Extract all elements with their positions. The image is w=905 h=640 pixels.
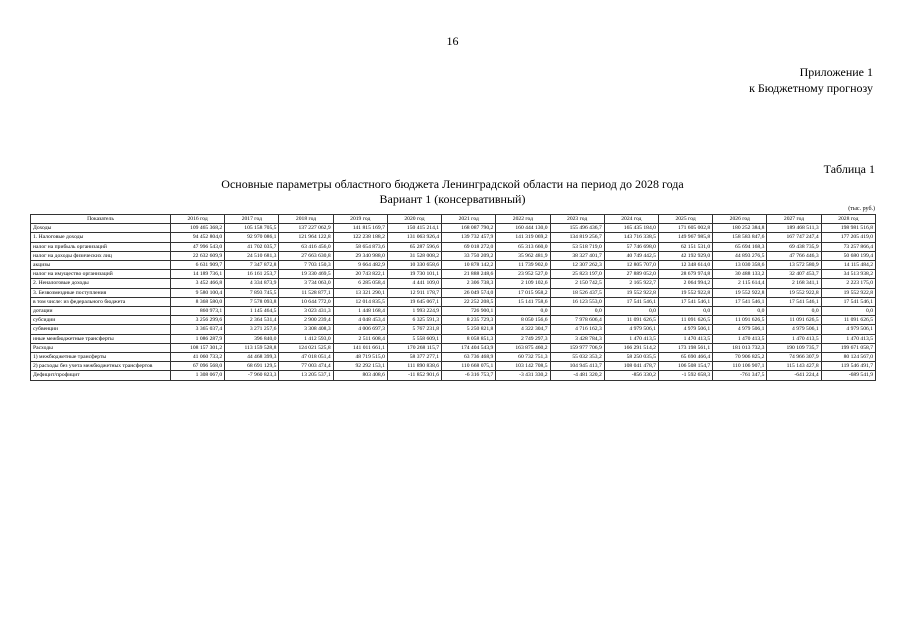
column-header-year: 2021 год: [442, 215, 496, 224]
table-cell: 1 308 067,0: [171, 371, 225, 380]
table-cell: 13 572 580,9: [767, 261, 821, 270]
table-row: [31, 307, 876, 316]
table-cell: -761 347,5: [713, 371, 767, 380]
table-cell: 2 168 341,1: [767, 279, 821, 288]
row-label: налог на прибыль организаций: [31, 242, 171, 251]
column-header-year: 2022 год: [496, 215, 550, 224]
table-cell: 4 048 453,4: [333, 316, 387, 325]
table-cell: 110 668 075,1: [442, 362, 496, 371]
table-cell: 163 875 460,2: [496, 343, 550, 352]
table-cell: 106 508 154,7: [658, 362, 712, 371]
table-cell: 3 256 299,6: [171, 316, 225, 325]
table-cell: 131 063 926,4: [387, 233, 441, 242]
table-cell: 27 889 052,0: [604, 270, 658, 279]
table-cell: 20 743 822,1: [333, 270, 387, 279]
table-cell: 13 205 537,1: [279, 371, 333, 380]
table-cell: 65 690 466,4: [658, 353, 712, 362]
table-cell: 6 325 591,3: [387, 316, 441, 325]
table-cell: 181 013 732,3: [713, 343, 767, 352]
table-cell: 10 878 142,2: [442, 261, 496, 270]
table-cell: 40 749 442,5: [604, 251, 658, 260]
table-cell: 0,0: [550, 307, 604, 316]
table-cell: 1 470 413,5: [713, 334, 767, 343]
table-cell: 58 250 035,5: [604, 353, 658, 362]
table-cell: 141 011 661,1: [333, 343, 387, 352]
table-row: [31, 343, 876, 352]
table-cell: 19 552 922,8: [604, 288, 658, 297]
table-cell: 73 257 866,4: [821, 242, 875, 251]
table-row: [31, 242, 876, 251]
table-cell: 170 268 115,7: [387, 343, 441, 352]
table-cell: 44 893 276,5: [713, 251, 767, 260]
table-number: Таблица 1: [823, 162, 875, 176]
table-cell: 139 732 457,9: [442, 233, 496, 242]
row-label: 2) расходы без учета межбюджетных трансфертов: [31, 362, 171, 371]
table-cell: 6 631 909,7: [171, 261, 225, 270]
table-cell: 92 970 086,1: [225, 233, 279, 242]
table-cell: 77 003 474,4: [279, 362, 333, 371]
table-cell: 63 416 456,0: [279, 242, 333, 251]
table-cell: 2 150 742,5: [550, 279, 604, 288]
table-cell: 199 671 058,7: [821, 343, 875, 352]
table-row: [31, 288, 876, 297]
table-cell: 58 654 873,6: [333, 242, 387, 251]
table-cell: 17 541 546,1: [767, 297, 821, 306]
table-cell: 141 815 169,7: [333, 224, 387, 233]
table-cell: 109 465 368,2: [171, 224, 225, 233]
table-cell: 4 441 109,0: [387, 279, 441, 288]
table-cell: 190 109 735,7: [767, 343, 821, 352]
table-cell: 2 115 614,4: [713, 279, 767, 288]
row-label: иные межбюджетные трансферты: [31, 334, 171, 343]
table-cell: 19 330 469,5: [279, 270, 333, 279]
table-cell: 11 091 626,5: [604, 316, 658, 325]
table-cell: 3 023 431,3: [279, 307, 333, 316]
table-cell: 4 979 506,1: [713, 325, 767, 334]
table-cell: 860 973,1: [171, 307, 225, 316]
appendix-line-1: Приложение 1: [799, 65, 873, 79]
table-cell: 113 159 528,8: [225, 343, 279, 352]
column-header-year: 2017 год: [225, 215, 279, 224]
table-cell: 12 307 262,3: [550, 261, 604, 270]
table-cell: 165 435 184,0: [604, 224, 658, 233]
table-cell: 108 041 478,7: [604, 362, 658, 371]
table-cell: 69 438 735,9: [767, 242, 821, 251]
table-cell: 1 470 413,5: [658, 334, 712, 343]
table-cell: 4 334 873,9: [225, 279, 279, 288]
row-label: 2. Неналоговые доходы: [31, 279, 171, 288]
table-cell: -641 224,4: [767, 371, 821, 380]
table-cell: 159 977 706,9: [550, 343, 604, 352]
table-cell: 12 348 614,0: [658, 261, 712, 270]
table-cell: 1 993 224,9: [387, 307, 441, 316]
table-cell: 65 287 596,6: [387, 242, 441, 251]
table-cell: 2 306 738,3: [442, 279, 496, 288]
table-cell: 4 322 304,7: [496, 325, 550, 334]
table-cell: 65 313 660,0: [496, 242, 550, 251]
table-cell: 12 911 178,7: [387, 288, 441, 297]
table-cell: 3 271 257,6: [225, 325, 279, 334]
table-cell: 4 979 506,1: [767, 325, 821, 334]
header-row: [31, 215, 876, 224]
table-cell: 42 192 929,0: [658, 251, 712, 260]
table-cell: 17 541 546,1: [821, 297, 875, 306]
table-cell: 0,0: [713, 307, 767, 316]
table-cell: 92 292 153,1: [333, 362, 387, 371]
table-cell: 2 064 994,2: [658, 279, 712, 288]
table-row: [31, 233, 876, 242]
table-cell: 28 679 974,8: [658, 270, 712, 279]
table-cell: 137 227 062,9: [279, 224, 333, 233]
row-label: субвенции: [31, 325, 171, 334]
table-cell: 149 967 985,8: [658, 233, 712, 242]
table-cell: 14 189 736,1: [171, 270, 225, 279]
table-cell: 10 644 772,0: [279, 297, 333, 306]
table-cell: 3 734 063,0: [279, 279, 333, 288]
title-line-1: Основные параметры областного бюджета Ленинградской области на период до 2028 года: [221, 177, 684, 191]
table-row: [31, 297, 876, 306]
table-cell: 19 645 067,1: [387, 297, 441, 306]
table-cell: 22 252 208,5: [442, 297, 496, 306]
table-cell: -7 960 823,3: [225, 371, 279, 380]
table-cell: 41 060 733,2: [171, 353, 225, 362]
table-cell: 13 030 358,6: [713, 261, 767, 270]
table-cell: 3 428 784,3: [550, 334, 604, 343]
table-cell: 0,0: [604, 307, 658, 316]
table-cell: 13 321 290,1: [333, 288, 387, 297]
row-label: Расходы: [31, 343, 171, 352]
table-cell: 167 747 247,4: [767, 233, 821, 242]
table-cell: 143 716 338,5: [604, 233, 658, 242]
table-cell: 2 900 239,4: [279, 316, 333, 325]
row-label: налог на имущество организаций: [31, 270, 171, 279]
table-cell: 29 340 988,0: [333, 251, 387, 260]
table-cell: 7 893 745,5: [225, 288, 279, 297]
table-cell: 134 819 256,7: [550, 233, 604, 242]
table-cell: 23 952 527,0: [496, 270, 550, 279]
table-cell: 17 541 546,1: [658, 297, 712, 306]
table-cell: -6 316 753,7: [442, 371, 496, 380]
table-cell: 16 123 553,0: [550, 297, 604, 306]
table-cell: 119 546 491,7: [821, 362, 875, 371]
table-cell: 14 115 484,2: [821, 261, 875, 270]
table-cell: 19 552 922,8: [767, 288, 821, 297]
table-cell: 198 981 516,8: [821, 224, 875, 233]
table-cell: 7 703 150,3: [279, 261, 333, 270]
table-row: [31, 371, 876, 380]
column-header-year: 2028 год: [821, 215, 875, 224]
appendix-note: [749, 64, 873, 96]
table-cell: 67 096 568,0: [171, 362, 225, 371]
table-cell: 1 470 413,5: [604, 334, 658, 343]
table-cell: 726 900,1: [442, 307, 496, 316]
table-cell: 55 032 353,2: [550, 353, 604, 362]
table-cell: 19 552 922,8: [658, 288, 712, 297]
table-cell: 21 888 248,6: [442, 270, 496, 279]
table-cell: 25 823 197,0: [550, 270, 604, 279]
table-cell: 57 746 698,0: [604, 242, 658, 251]
table-cell: 44 468 399,3: [225, 353, 279, 362]
table-cell: 4 716 162,3: [550, 325, 604, 334]
table-cell: 80 124 567,0: [821, 353, 875, 362]
table-cell: 8 368 580,0: [171, 297, 225, 306]
table-cell: 5 558 609,1: [387, 334, 441, 343]
table-cell: 38 327 401,7: [550, 251, 604, 260]
table-cell: 115 143 427,8: [767, 362, 821, 371]
table-cell: 8 235 729,3: [442, 316, 496, 325]
table-cell: 50 680 199,4: [821, 251, 875, 260]
table-cell: 74 966 307,9: [767, 353, 821, 362]
table-cell: -1 592 658,3: [658, 371, 712, 380]
table-cell: 177 205 419,0: [821, 233, 875, 242]
row-label: акцизы: [31, 261, 171, 270]
table-cell: 11 091 626,5: [821, 316, 875, 325]
table-cell: 68 691 129,5: [225, 362, 279, 371]
table-cell: 19 552 922,8: [821, 288, 875, 297]
table-cell: 5 250 821,8: [442, 325, 496, 334]
table-cell: 7 347 872,8: [225, 261, 279, 270]
table-cell: 103 142 708,5: [496, 362, 550, 371]
table-cell: -3 431 330,2: [496, 371, 550, 380]
column-header-year: 2019 год: [333, 215, 387, 224]
table-cell: 34 513 938,2: [821, 270, 875, 279]
table-cell: 2 109 102,6: [496, 279, 550, 288]
table-cell: 47 766 446,3: [767, 251, 821, 260]
column-header-year: 2023 год: [550, 215, 604, 224]
table-cell: 121 964 122,8: [279, 233, 333, 242]
table-cell: 166 291 514,2: [604, 343, 658, 352]
table-cell: 22 632 609,9: [171, 251, 225, 260]
column-header-year: 2020 год: [387, 215, 441, 224]
table-cell: 65 694 168,3: [713, 242, 767, 251]
table-cell: 9 580 100,4: [171, 288, 225, 297]
table-cell: -4 481 320,2: [550, 371, 604, 380]
table-cell: 189 468 511,3: [767, 224, 821, 233]
table-cell: 11 739 902,0: [496, 261, 550, 270]
table-cell: 4 006 697,3: [333, 325, 387, 334]
table-cell: 396 840,0: [225, 334, 279, 343]
table-cell: 41 702 035,7: [225, 242, 279, 251]
row-label: Дефицит/профицит: [31, 371, 171, 380]
budget-table: [30, 214, 876, 381]
table-cell: 2 511 608,4: [333, 334, 387, 343]
table-cell: 30 488 133,2: [713, 270, 767, 279]
table-cell: 12 014 835,5: [333, 297, 387, 306]
table-cell: 6 285 058,4: [333, 279, 387, 288]
row-label: субсидии: [31, 316, 171, 325]
table-header: [31, 215, 876, 224]
table-cell: 4 979 506,1: [821, 325, 875, 334]
appendix-line-2: к Бюджетному прогнозу: [749, 81, 873, 95]
table-cell: 0,0: [658, 307, 712, 316]
table-cell: 26 049 574,0: [442, 288, 496, 297]
row-label: дотации: [31, 307, 171, 316]
table-cell: 10 330 658,6: [387, 261, 441, 270]
table-cell: 3 365 037,4: [171, 325, 225, 334]
table-cell: 27 663 630,8: [279, 251, 333, 260]
table-cell: 1 412 593,0: [279, 334, 333, 343]
table-cell: 3 452 466,8: [171, 279, 225, 288]
units-note: (тыс. руб.): [848, 206, 875, 212]
table-cell: 1 448 168,4: [333, 307, 387, 316]
table-cell: 150 415 214,1: [387, 224, 441, 233]
table-cell: 15 141 758,6: [496, 297, 550, 306]
table-row: [31, 334, 876, 343]
row-label: Доходы: [31, 224, 171, 233]
table-cell: 180 252 384,8: [713, 224, 767, 233]
table-cell: 63 736 468,9: [442, 353, 496, 362]
table-cell: 70 906 825,2: [713, 353, 767, 362]
table-cell: 171 605 002,8: [658, 224, 712, 233]
table-cell: 35 962 481,9: [496, 251, 550, 260]
table-cell: 11 091 626,5: [658, 316, 712, 325]
table-cell: 7 578 093,8: [225, 297, 279, 306]
table-cell: 17 541 546,1: [604, 297, 658, 306]
table-cell: -11 852 901,6: [387, 371, 441, 380]
table-cell: 0,0: [496, 307, 550, 316]
row-label: 3. Безвозмездные поступления: [31, 288, 171, 297]
table-cell: 31 528 008,2: [387, 251, 441, 260]
column-header-year: 2027 год: [767, 215, 821, 224]
row-label: 1) межбюджетные трансферты: [31, 353, 171, 362]
table-cell: 173 198 561,1: [658, 343, 712, 352]
table-cell: 47 018 051,4: [279, 353, 333, 362]
table-cell: 17 541 546,1: [713, 297, 767, 306]
table-body: [31, 224, 876, 380]
table-row: [31, 251, 876, 260]
table-cell: -689 541,9: [821, 371, 875, 380]
table-row: [31, 316, 876, 325]
table-cell: 124 021 525,8: [279, 343, 333, 352]
table-cell: 2 364 531,4: [225, 316, 279, 325]
table-cell: 2 165 922,7: [604, 279, 658, 288]
table-cell: 53 518 719,0: [550, 242, 604, 251]
table-cell: -856 330,2: [604, 371, 658, 380]
table-cell: 8 050 156,6: [496, 316, 550, 325]
table-cell: 48 719 515,0: [333, 353, 387, 362]
table-cell: 104 945 413,7: [550, 362, 604, 371]
table-cell: 7 978 606,4: [550, 316, 604, 325]
table-cell: 47 996 543,0: [171, 242, 225, 251]
table-cell: 168 087 790,2: [442, 224, 496, 233]
table-row: [31, 261, 876, 270]
table-cell: 12 805 707,0: [604, 261, 658, 270]
table-cell: 16 161 253,7: [225, 270, 279, 279]
column-header-year: 2016 год: [171, 215, 225, 224]
table-row: [31, 325, 876, 334]
table-cell: 158 583 847,6: [713, 233, 767, 242]
column-header-year: 2025 год: [658, 215, 712, 224]
row-label: налог на доходы физических лиц: [31, 251, 171, 260]
table-cell: 11 091 626,5: [767, 316, 821, 325]
table-cell: 803 408,6: [333, 371, 387, 380]
table-cell: 4 979 506,1: [604, 325, 658, 334]
table-row: [31, 224, 876, 233]
table-cell: 1 470 413,5: [821, 334, 875, 343]
table-cell: 32 407 453,7: [767, 270, 821, 279]
table-cell: 155 496 436,7: [550, 224, 604, 233]
table-cell: 58 377 277,1: [387, 353, 441, 362]
table-row: [31, 270, 876, 279]
table-cell: 1 145 464,5: [225, 307, 279, 316]
title-line-2: Вариант 1 (консервативный): [379, 192, 526, 206]
table-cell: 111 890 838,6: [387, 362, 441, 371]
table-cell: 4 979 506,1: [658, 325, 712, 334]
table-row: [31, 362, 876, 371]
table-cell: 69 018 272,0: [442, 242, 496, 251]
column-header-year: 2018 год: [279, 215, 333, 224]
table-cell: 105 158 705,5: [225, 224, 279, 233]
table-cell: 94 452 804,0: [171, 233, 225, 242]
document-title: [0, 177, 905, 207]
table-cell: 62 151 531,0: [658, 242, 712, 251]
table-cell: 0,0: [821, 307, 875, 316]
table-cell: 1 086 287,9: [171, 334, 225, 343]
column-header-year: 2026 год: [713, 215, 767, 224]
table-cell: 8 058 851,3: [442, 334, 496, 343]
table-cell: 2 223 175,0: [821, 279, 875, 288]
table-cell: 110 106 907,1: [713, 362, 767, 371]
table-cell: 5 767 231,8: [387, 325, 441, 334]
table-cell: 33 750 209,2: [442, 251, 496, 260]
table-row: [31, 353, 876, 362]
table-cell: 1 470 413,5: [767, 334, 821, 343]
table-cell: 19 730 101,1: [387, 270, 441, 279]
table-cell: 19 552 922,8: [713, 288, 767, 297]
page-number: 16: [446, 34, 459, 48]
table-row: [31, 279, 876, 288]
table-cell: 141 319 069,2: [496, 233, 550, 242]
table-cell: 24 510 681,3: [225, 251, 279, 260]
table-cell: 160 444 130,0: [496, 224, 550, 233]
table-cell: 17 015 958,2: [496, 288, 550, 297]
table-cell: 3 308 408,3: [279, 325, 333, 334]
row-label: в том числе: из федерального бюджета: [31, 297, 171, 306]
table-cell: 0,0: [767, 307, 821, 316]
table-cell: 60 732 751,3: [496, 353, 550, 362]
table-cell: 9 664 482,9: [333, 261, 387, 270]
table-cell: 11 528 877,1: [279, 288, 333, 297]
table-cell: 122 238 188,2: [333, 233, 387, 242]
table-cell: 18 526 437,5: [550, 288, 604, 297]
table-cell: 11 091 626,5: [713, 316, 767, 325]
row-label: 1. Налоговые доходы: [31, 233, 171, 242]
column-header-indicator: Показатель: [31, 215, 171, 224]
table-cell: 2 749 297,3: [496, 334, 550, 343]
table-cell: 108 157 301,2: [171, 343, 225, 352]
table-cell: 174 404 543,9: [442, 343, 496, 352]
column-header-year: 2024 год: [604, 215, 658, 224]
